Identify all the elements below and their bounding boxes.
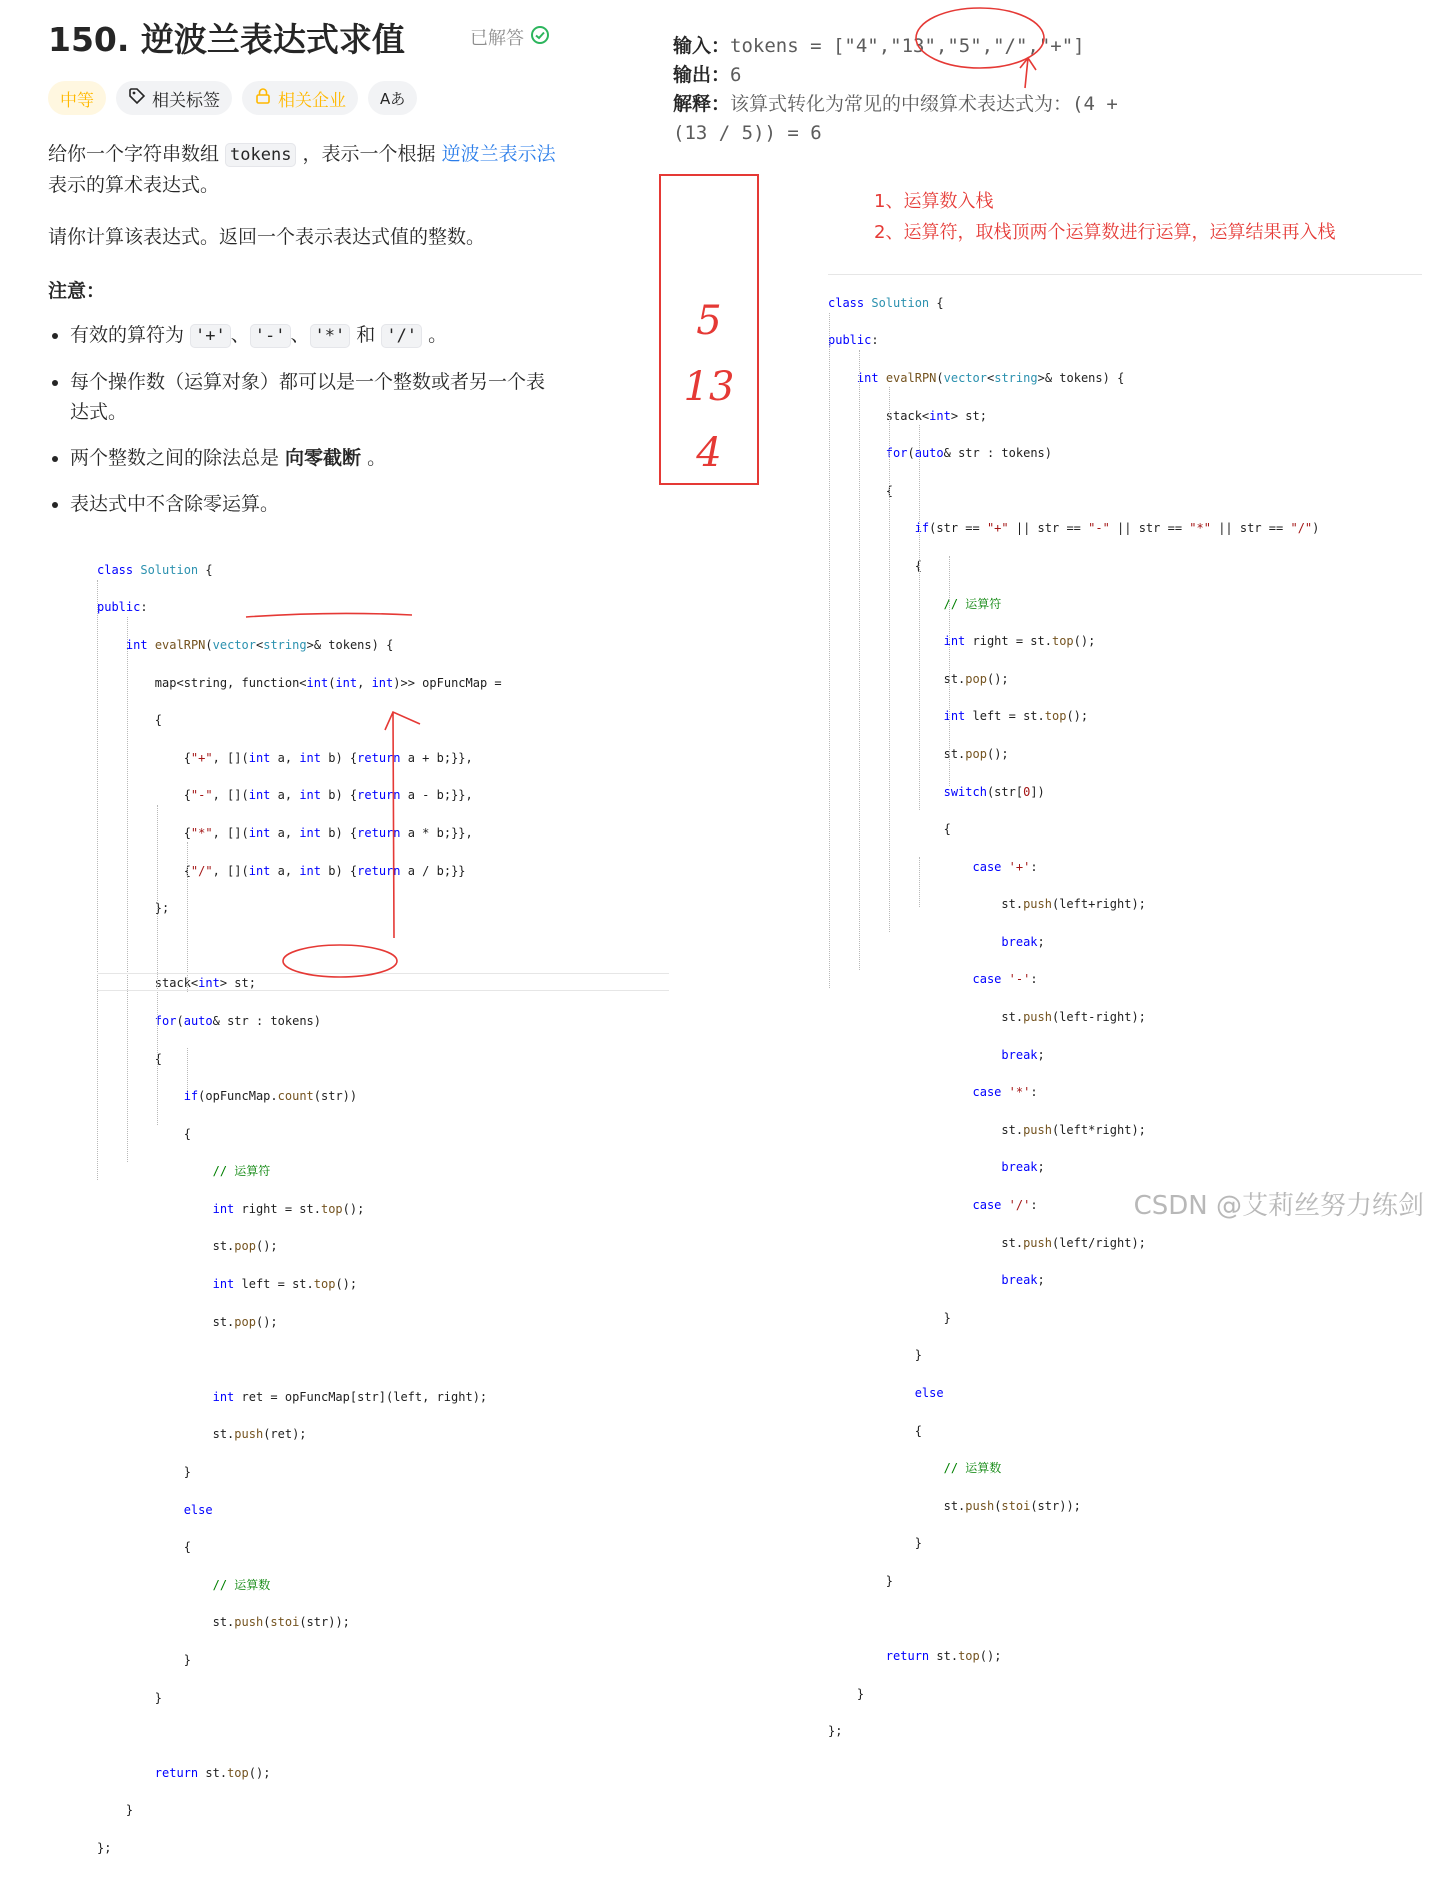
note-item <box>48 443 548 473</box>
note-heading: 注意： <box>48 280 106 302</box>
note-list <box>48 320 548 535</box>
note-text: 、 <box>230 324 250 346</box>
indent-guide <box>919 857 920 907</box>
rpn-link[interactable]: 逆波兰表示法 <box>441 143 556 165</box>
difficulty-badge[interactable] <box>48 81 106 115</box>
indent-guide <box>187 1048 188 1093</box>
indent-guide <box>127 617 128 1162</box>
explain-label: 解释： <box>673 93 731 115</box>
note-text: 每个操作数（运算对象）都可以是一个整数或者另一个表达式。 <box>70 371 546 423</box>
desc-text: 表示的算术表达式。 <box>48 174 220 196</box>
description-p2: 请你计算该表达式。返回一个表示表达式值的整数。 <box>48 226 486 248</box>
stack-item: 4 <box>696 430 722 476</box>
note-text: 、 <box>290 324 310 346</box>
steps-annotation <box>874 186 1335 248</box>
example-output-row <box>673 61 1118 90</box>
check-circle-icon <box>530 25 550 50</box>
stack-item: 5 <box>696 298 722 344</box>
note-text: 。 <box>422 324 448 346</box>
tokens-code: tokens <box>225 143 296 167</box>
input-label: 输入： <box>673 35 731 57</box>
watermark: CSDN @艾莉丝努力练剑 <box>1133 1191 1424 1221</box>
op-code: '/' <box>381 324 422 348</box>
translate-icon: Aあ <box>380 89 406 108</box>
example-input-row <box>673 32 1118 61</box>
note-text: 和 <box>350 324 382 346</box>
explain-value: (13 / 5)) = 6 <box>673 122 822 144</box>
stack-item: 13 <box>683 364 735 410</box>
indent-guide <box>97 580 98 1180</box>
indent-guide <box>889 387 890 932</box>
step-2: 2、运算符，取栈顶两个运算数进行运算，运算结果再入栈 <box>874 222 1336 243</box>
tag-bar <box>48 81 417 115</box>
example-explain-row-2 <box>673 119 1118 148</box>
note-text: 有效的算符为 <box>70 324 191 346</box>
problem-title: 150. 逆波兰表达式求值 <box>48 20 405 59</box>
output-value: 6 <box>730 64 742 86</box>
related-companies-label: 相关企业 <box>278 90 346 111</box>
note-item <box>48 367 548 427</box>
indent-guide <box>949 556 950 786</box>
related-tags-button[interactable] <box>116 81 232 115</box>
note-emphasis: 向零截断 <box>285 447 362 469</box>
code-listing-map: class Solution { public: int evalRPN(vector<string>& tokens) { map<string, function<int(int, int)>> opFuncMap = { {"+", [](int a, int b) {return a + b;}}, {"-", [](int a, int b) {return a - b;}}, {"*", [](int a, int b) {return a * b;}}, {"/", [](int a, int b) {return a / b;}} }; stack<int> st; for(auto& str : tokens) { if(opFuncMap.count(str)) { // 运算符 int right = st.top(); st.pop(); int left = st.top(); st.pop(); int ret = opFuncMap[str](left, right); st.push(ret); } else { // 运算数 st.push(stoi(str)); } } return st.top(); } }; <box>97 562 502 1855</box>
indent-guide <box>187 842 188 992</box>
explain-value: 该算式转化为常见的中缀算术表达式为：(4 + <box>730 93 1118 115</box>
related-tags-label: 相关标签 <box>152 90 220 111</box>
indent-guide <box>919 425 920 810</box>
tag-icon <box>128 87 146 110</box>
related-companies-button[interactable] <box>242 81 358 115</box>
note-text: 表达式中不含除零运算。 <box>70 493 280 515</box>
current-line-highlight <box>97 973 669 991</box>
indent-guide <box>859 350 860 970</box>
example-explain-row <box>673 90 1118 119</box>
solved-label: 已解答 <box>470 28 524 49</box>
note-item <box>48 489 548 519</box>
translate-button[interactable] <box>368 81 417 115</box>
solved-status <box>470 24 550 50</box>
description-p1 <box>48 139 558 200</box>
code-listing-switch: class Solution { public: int evalRPN(vector<string>& tokens) { stack<int> st; for(auto& str : tokens) { if(str == "+" || str == "-" || str == "*" || str == "/") { // 运算符 int right = st.top(); st.pop(); int left = st.top(); st.pop(); switch(str[0]) { case '+': st.push(left+right); break; case '-': st.push(left-right); break; case '*': st.push(left*right); break; case '/': st.push(left/right); break; } } else { // 运算数 st.push(stoi(str)); } } return st.top(); } }; <box>828 295 1320 1739</box>
output-label: 输出： <box>673 64 731 86</box>
lock-icon <box>254 87 272 110</box>
indent-guide <box>829 313 830 988</box>
op-code: '+' <box>190 324 231 348</box>
op-code: '-' <box>250 324 291 348</box>
step-1: 1、运算数入栈 <box>874 191 994 212</box>
example-block <box>673 32 1118 148</box>
op-code: '*' <box>310 324 351 348</box>
indent-guide <box>157 805 158 1125</box>
note-item <box>48 320 548 351</box>
note-text: 两个整数之间的除法总是 <box>70 447 286 469</box>
stack-drawing <box>659 174 759 485</box>
desc-text: ，表示一个根据 <box>296 143 442 165</box>
input-value: tokens = ["4","13","5","/","+"] <box>730 35 1085 57</box>
difficulty-label: 中等 <box>60 90 94 111</box>
desc-text: 给你一个字符串数组 <box>48 143 226 165</box>
note-text: 。 <box>361 447 387 469</box>
